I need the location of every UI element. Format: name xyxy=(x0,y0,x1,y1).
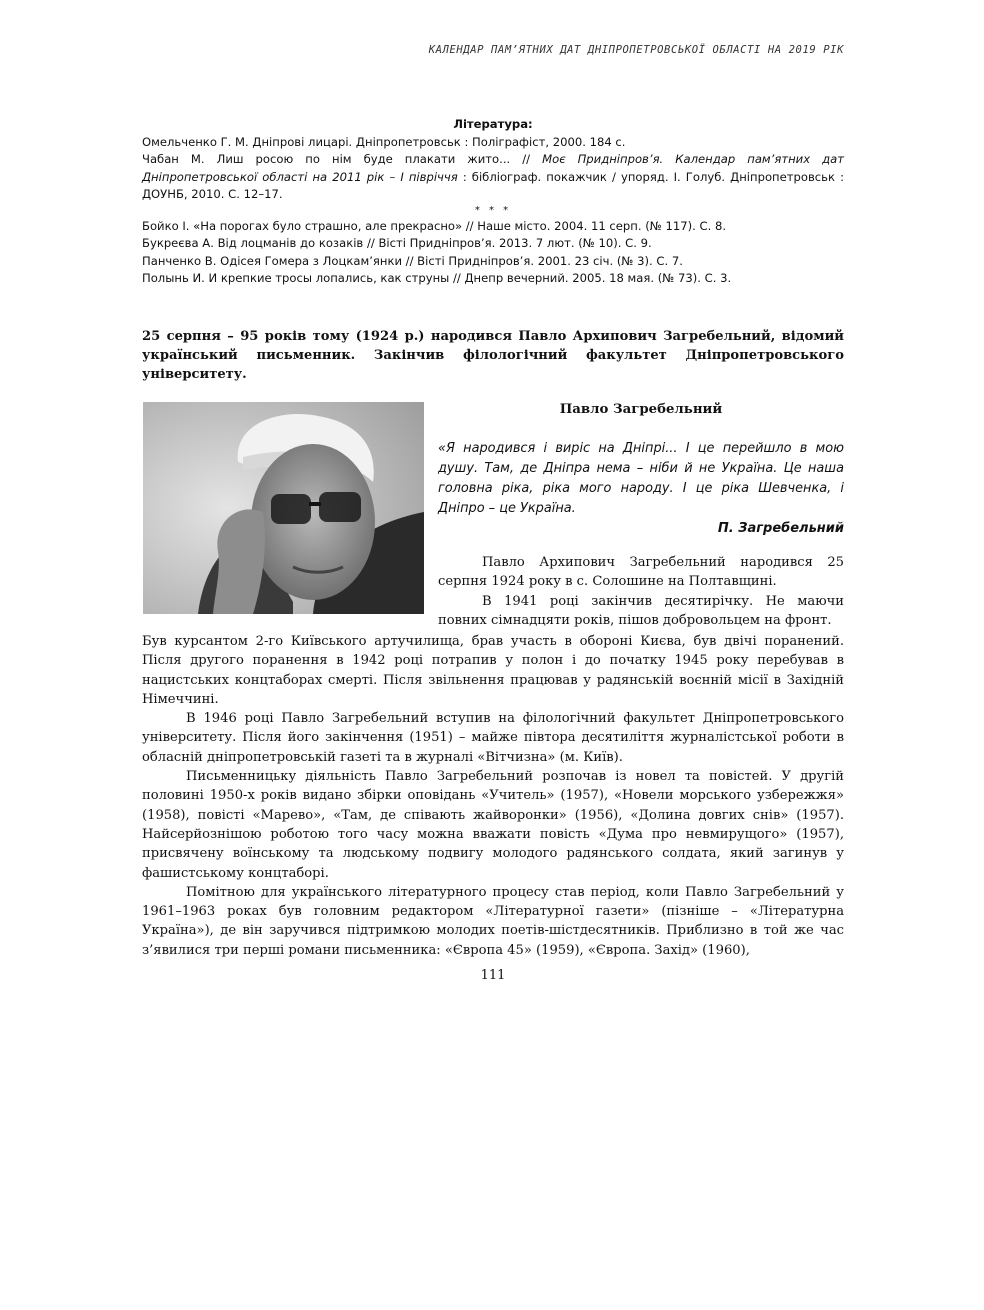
literature-entry: Полынь И. И крепкие тросы лопались, как струны // Днепр вечерний. 2005. 18 мая. (№ 73). С. 3. xyxy=(142,271,732,285)
running-head: КАЛЕНДАР ПАМ’ЯТНИХ ДАТ ДНІПРОПЕТРОВСЬКОЇ ОБЛАСТІ НА 2019 РІК xyxy=(428,44,844,56)
epigraph: «Я народився і виріс на Дніпрі... І це перейшло в мою душу. Там, де Дніпра нема – ніби й не Україна. Це наша головна ріка, ріка мого народу. І це ріка Шевченка, і Дніпро – це Україна. xyxy=(438,441,844,516)
article-header xyxy=(438,400,844,538)
literature-entry: Букреєва А. Від лоцманів до козаків // Вісті Придніпров’я. 2013. 7 лют. (№ 10). С. 9. xyxy=(142,236,652,250)
paragraph: В 1941 році закінчив десятирічку. Не маючи повних сімнадцяти років, пішов добровольцем на фронт. xyxy=(438,593,844,628)
portrait-photo xyxy=(143,402,424,614)
article-body xyxy=(142,632,844,960)
literature-entry-end: : бібліограф. покажчик / упоряд. І. Голуб. Дніпропетровськ : ДОУНБ, 2010. С. 12–17. xyxy=(142,169,844,201)
literature-entry: Омельченко Г. М. Дніпрові лицарі. Дніпропетровськ : Поліграфіст, 2000. 184 с. xyxy=(142,134,626,149)
literature-entry: Панченко В. Одісея Гомера з Лоцкам’янки // Вісті Придніпров’я. 2001. 23 січ. (№ 3). С. 7. xyxy=(142,253,683,268)
epigraph-author: П. Загребельний xyxy=(717,521,844,536)
literature-section xyxy=(142,116,844,288)
article-intro xyxy=(438,553,844,630)
anniversary-headline: 25 серпня – 95 років тому (1924 р.) народився Павло Архипович Загребельний, відомий український письменник. Закінчив філологічний факультет Дніпропетровського університету. xyxy=(142,329,844,382)
separator-stars: * * * xyxy=(474,204,512,216)
literature-entry xyxy=(142,151,844,204)
paragraph: Був курсантом 2-го Київського артучилища, брав участь в обороні Києва, був двічі поранений. Після другого поранення в 1942 році потрапив у полон і до початку 1945 року перебував в нацистських концтаборах смерті. Після звільнення працював у радянській воєнній місії в Західній Німеччині. xyxy=(142,634,844,707)
paragraph: Письменницьку діяльність Павло Загребельний розпочав із новел та повістей. У другій половині 1950-х років видано збірки оповідань «Учитель» (1957), «Новели морського узбережжя» (1958), повісті «Марево», «Там, де співають жайворонки» (1956), «Долина довгих снів» (1957). Найсерйознішою роботою того часу можна вважати повість «Дума про невмирущого» (1957), присвячену воїнському та людському подвигу молодого радянського солдата, який загинув у фашистському концтаборі. xyxy=(142,769,844,881)
paragraph: Помітною для українського літературного процесу став період, коли Павло Загребельний у 1961–1963 роках був головним редактором «Літературної газети» (пізніше – «Літературна Україна»), де він заручився підтримкою молодих поетів-шістдесятників. Приблизно в той же час з’явилися три перші романи письменника: «Європа 45» (1959), «Європа. Захід» (1960), xyxy=(142,884,844,958)
literature-title: Література: xyxy=(453,117,533,131)
literature-entry-start: Чабан М. Лиш росою по нім буде плакати жито... // xyxy=(142,152,543,166)
literature-entry: Бойко І. «На порогах було страшно, але прекрасно» // Наше місто. 2004. 11 серп. (№ 117). С. 8. xyxy=(142,218,727,233)
article-title: Павло Загребельний xyxy=(559,402,723,417)
portrait-photo-icon xyxy=(143,402,424,614)
page-number: 111 xyxy=(480,968,506,983)
paragraph: Павло Архипович Загребельний народився 25 серпня 1924 року в с. Солошине на Полтавщині. xyxy=(438,555,844,590)
paragraph: В 1946 році Павло Загребельний вступив на філологічний факультет Дніпропетровського університету. Після його закінчення (1951) – майже півтора десятиліття журналістської роботи в обласній дніпропетровській газеті та в журналі «Вітчизна» (м. Київ). xyxy=(142,711,844,765)
literature-entry-italic: Моє Придніпров’я. Календар пам’ятних дат Дніпропетровської області на 2011 рік – I півріччя xyxy=(142,152,844,184)
